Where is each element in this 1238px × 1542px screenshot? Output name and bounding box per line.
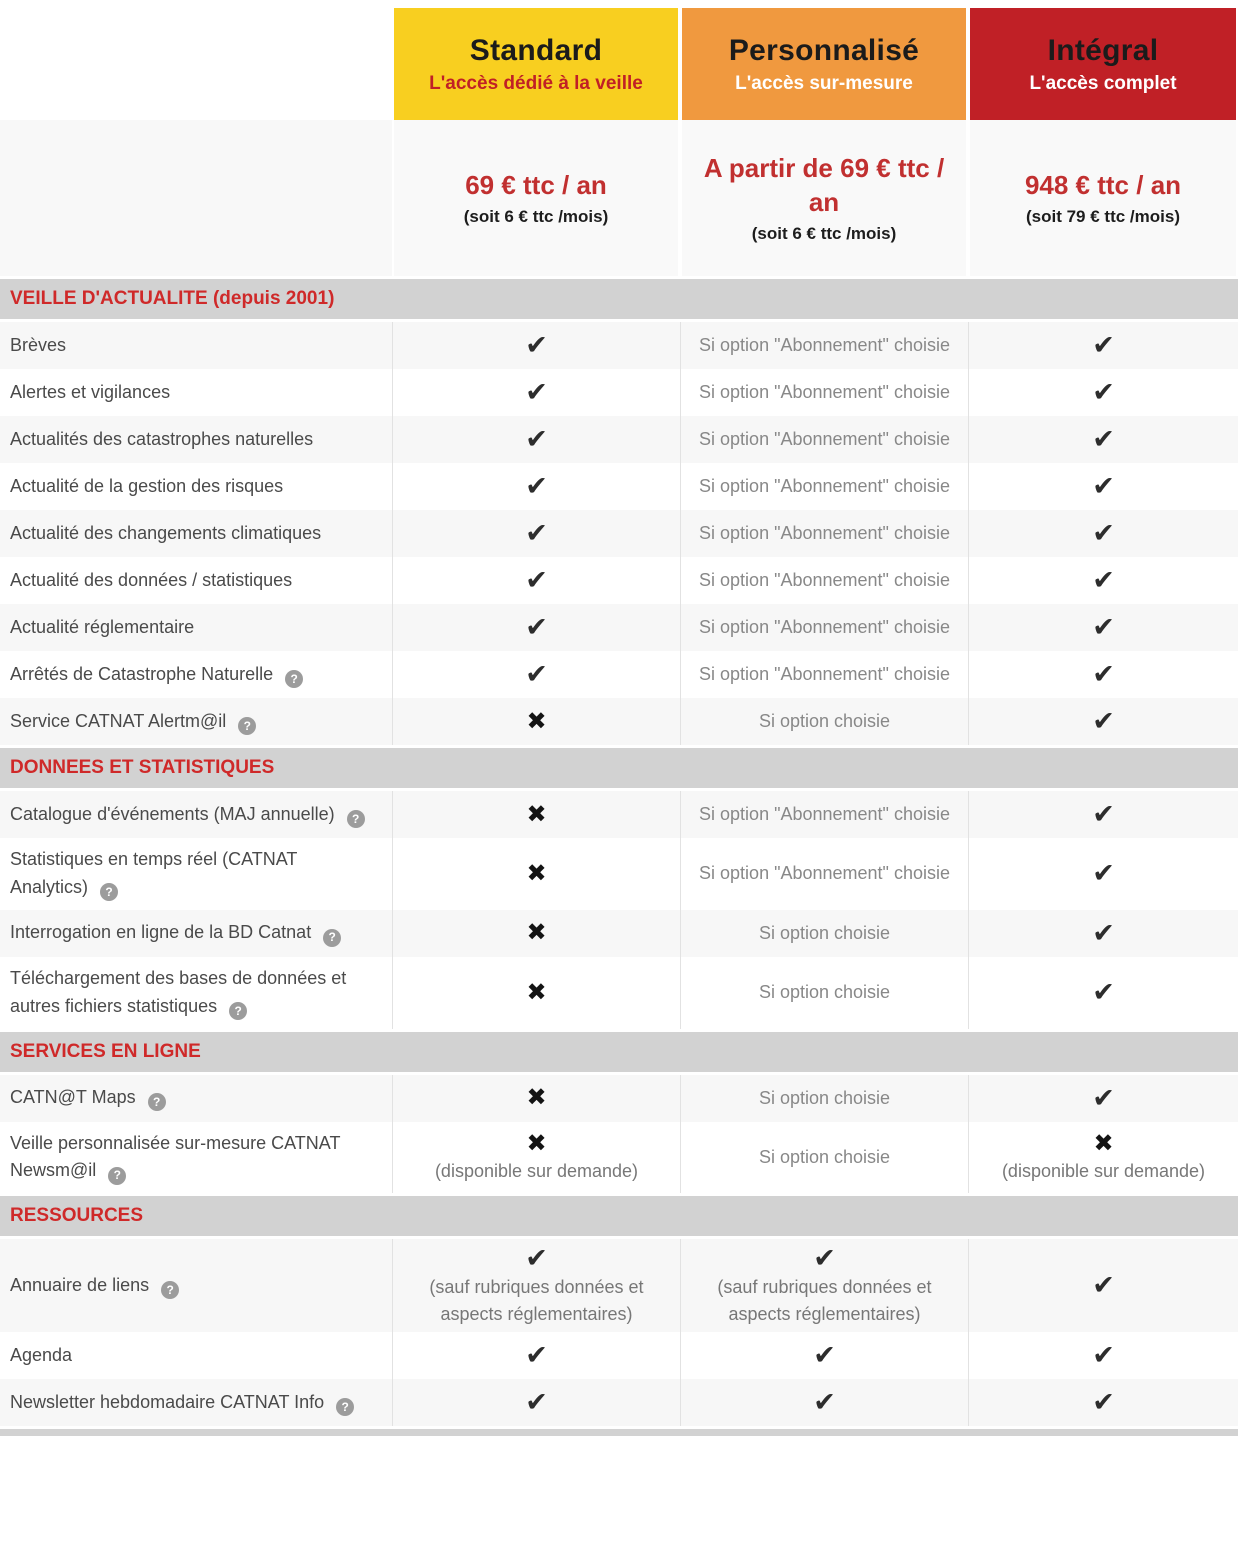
plan-cell-standard xyxy=(392,1239,680,1332)
plan-title: Intégral xyxy=(1047,33,1159,67)
section-title: VEILLE D'ACTUALITE (depuis 2001) xyxy=(10,288,335,309)
plan-cell-personnalise xyxy=(680,838,968,910)
plan-cell-standard xyxy=(392,369,680,416)
price-row xyxy=(0,120,1238,276)
plan-cell-standard xyxy=(392,1122,680,1194)
feature-label-cell xyxy=(0,1239,392,1332)
cross-icon: ✖ xyxy=(526,919,547,947)
check-icon: ✔ xyxy=(525,1340,548,1371)
plan-tagline: L'accès sur-mesure xyxy=(735,72,913,94)
cell-note: (disponible sur demande) xyxy=(434,1160,639,1181)
plan-cell-standard xyxy=(392,838,680,910)
plan-cell-standard xyxy=(392,791,680,838)
option-text: Si option choisie xyxy=(758,922,891,943)
plan-cell-standard xyxy=(392,1379,680,1426)
cross-icon: ✖ xyxy=(526,800,547,828)
cross-icon: ✖ xyxy=(526,1130,547,1158)
table-row xyxy=(0,557,1238,604)
plan-cell-standard xyxy=(392,910,680,957)
plan-cell-personnalise xyxy=(680,369,968,416)
feature-label-cell xyxy=(0,1379,392,1426)
cross-icon: ✖ xyxy=(526,860,547,888)
check-icon: ✔ xyxy=(1092,611,1115,642)
check-icon: ✔ xyxy=(525,423,548,454)
table-row xyxy=(0,1379,1238,1426)
feature-label: Actualités des catastrophes naturelles xyxy=(10,428,314,449)
option-text: Si option "Abonnement" choisie xyxy=(699,804,950,824)
plan-cell-personnalise xyxy=(680,557,968,604)
check-icon: ✔ xyxy=(813,1387,836,1418)
check-icon: ✔ xyxy=(525,1387,548,1418)
check-icon: ✔ xyxy=(525,611,548,642)
check-icon: ✔ xyxy=(1092,1340,1115,1371)
price-value: 69 € ttc / an xyxy=(465,169,607,200)
table-row xyxy=(0,1122,1238,1194)
plan-tagline: L'accès complet xyxy=(1029,72,1177,94)
option-text: Si option "Abonnement" choisie xyxy=(699,335,950,355)
price-value: A partir de 69 € ttc / an xyxy=(703,152,945,217)
check-icon: ✔ xyxy=(525,1243,548,1274)
plan-title: Personnalisé xyxy=(728,33,920,67)
plan-cell-standard xyxy=(392,463,680,510)
check-icon: ✔ xyxy=(1092,376,1115,407)
table-row xyxy=(0,698,1238,745)
plan-cell-personnalise xyxy=(680,957,968,1029)
plan-cell-personnalise xyxy=(680,910,968,957)
plan-cell-integral xyxy=(968,651,1238,698)
cross-icon: ✖ xyxy=(1093,1130,1114,1158)
plan-cell-personnalise xyxy=(680,463,968,510)
help-icon[interactable]: ? xyxy=(347,810,365,828)
option-text: Si option "Abonnement" choisie xyxy=(699,476,950,496)
feature-label: Arrêtés de Catastrophe Naturelle ? xyxy=(10,661,303,689)
plan-cell-standard xyxy=(392,416,680,463)
plan-cell-integral xyxy=(968,957,1238,1029)
feature-label-cell xyxy=(0,651,392,698)
table-row xyxy=(0,463,1238,510)
table-row xyxy=(0,369,1238,416)
check-icon: ✔ xyxy=(1092,329,1115,360)
cell-note: (sauf rubriques données et aspects réglementaires) xyxy=(717,1277,932,1325)
table-row xyxy=(0,910,1238,957)
plan-cell-standard xyxy=(392,651,680,698)
option-text: Si option choisie xyxy=(758,982,891,1003)
plan-cell-standard xyxy=(392,510,680,557)
table-row xyxy=(0,1239,1238,1332)
check-icon: ✔ xyxy=(1092,1270,1115,1301)
feature-label-cell xyxy=(0,557,392,604)
plan-cell-integral xyxy=(968,463,1238,510)
check-icon: ✔ xyxy=(1092,798,1115,829)
check-icon: ✔ xyxy=(813,1243,836,1274)
option-text: Si option "Abonnement" choisie xyxy=(699,429,950,449)
feature-label-cell xyxy=(0,838,392,910)
feature-label-cell xyxy=(0,1122,392,1194)
help-icon[interactable]: ? xyxy=(323,929,341,947)
plan-cell-standard xyxy=(392,1332,680,1379)
plan-cell-integral xyxy=(968,416,1238,463)
plan-cell-personnalise xyxy=(680,1075,968,1122)
plan-cell-personnalise xyxy=(680,1122,968,1194)
plan-cell-standard xyxy=(392,1075,680,1122)
plan-cell-integral xyxy=(968,557,1238,604)
help-icon[interactable]: ? xyxy=(100,883,118,901)
table-row xyxy=(0,838,1238,910)
option-text: Si option choisie xyxy=(758,1087,891,1108)
feature-label-cell xyxy=(0,510,392,557)
feature-label-cell xyxy=(0,698,392,745)
check-icon: ✔ xyxy=(813,1340,836,1371)
plan-header-row xyxy=(0,8,1238,120)
table-row xyxy=(0,604,1238,651)
table-row xyxy=(0,651,1238,698)
feature-label: Interrogation en ligne de la BD Catnat ? xyxy=(10,919,341,947)
feature-label: Actualité des changements climatiques xyxy=(10,522,322,543)
plan-cell-personnalise xyxy=(680,1332,968,1379)
check-icon: ✔ xyxy=(1092,917,1115,948)
table-row xyxy=(0,416,1238,463)
plan-cell-personnalise xyxy=(680,604,968,651)
help-icon[interactable]: ? xyxy=(238,717,256,735)
price-value: 948 € ttc / an xyxy=(1024,169,1182,200)
help-icon[interactable]: ? xyxy=(148,1093,166,1111)
feature-label-cell xyxy=(0,957,392,1029)
plan-header-spacer xyxy=(0,8,392,120)
plan-title: Standard xyxy=(469,33,603,67)
feature-label-cell xyxy=(0,910,392,957)
plan-cell-integral xyxy=(968,1239,1238,1332)
option-text: Si option "Abonnement" choisie xyxy=(699,664,950,684)
plan-header-integral xyxy=(970,8,1236,120)
price-cell-personnalise xyxy=(682,120,966,276)
check-icon: ✔ xyxy=(1092,858,1115,889)
feature-label: Actualité réglementaire xyxy=(10,616,195,637)
feature-label: Annuaire de liens ? xyxy=(10,1272,179,1300)
price-row-spacer xyxy=(0,120,392,276)
table-bottom-bar xyxy=(0,1429,1238,1436)
plan-cell-integral xyxy=(968,322,1238,369)
table-row xyxy=(0,1332,1238,1379)
price-cell-standard xyxy=(394,120,678,276)
pricing-table xyxy=(0,8,1238,1436)
feature-label-cell xyxy=(0,1332,392,1379)
check-icon: ✔ xyxy=(1092,423,1115,454)
check-icon: ✔ xyxy=(1092,977,1115,1008)
table-row xyxy=(0,510,1238,557)
plan-cell-standard xyxy=(392,604,680,651)
table-row xyxy=(0,1075,1238,1122)
help-icon[interactable]: ? xyxy=(285,670,303,688)
plan-header-personnalise xyxy=(682,8,966,120)
option-text: Si option "Abonnement" choisie xyxy=(699,570,950,590)
feature-label-cell xyxy=(0,791,392,838)
check-icon: ✔ xyxy=(525,329,548,360)
help-icon[interactable]: ? xyxy=(336,1398,354,1416)
plan-cell-personnalise xyxy=(680,1379,968,1426)
option-text: Si option choisie xyxy=(758,711,891,731)
feature-label-cell xyxy=(0,369,392,416)
cross-icon: ✖ xyxy=(526,1084,547,1112)
price-note: (soit 79 € ttc /mois) xyxy=(1026,207,1180,227)
section-header xyxy=(0,1029,1238,1075)
section-header xyxy=(0,745,1238,791)
check-icon: ✔ xyxy=(525,564,548,595)
cell-note: (disponible sur demande) xyxy=(1001,1160,1206,1181)
check-icon: ✔ xyxy=(525,376,548,407)
help-icon[interactable]: ? xyxy=(229,1002,247,1020)
plan-cell-personnalise xyxy=(680,651,968,698)
feature-label: CATN@T Maps ? xyxy=(10,1084,166,1112)
feature-label: Alertes et vigilances xyxy=(10,381,171,402)
feature-label: Statistiques en temps réel (CATNAT Analytics) ? xyxy=(10,846,378,902)
plan-cell-personnalise xyxy=(680,322,968,369)
price-note: (soit 6 € ttc /mois) xyxy=(751,224,897,244)
section-title: RESSOURCES xyxy=(10,1205,144,1227)
check-icon: ✔ xyxy=(525,470,548,501)
option-text: Si option "Abonnement" choisie xyxy=(699,523,950,543)
section-header xyxy=(0,276,1238,322)
feature-label: Actualité des données / statistiques xyxy=(10,569,293,590)
table-row xyxy=(0,791,1238,838)
option-text: Si option "Abonnement" choisie xyxy=(699,863,950,884)
check-icon: ✔ xyxy=(525,658,548,689)
feature-label: Newsletter hebdomadaire CATNAT Info ? xyxy=(10,1389,354,1417)
section-title: SERVICES EN LIGNE xyxy=(10,1040,201,1062)
section-header xyxy=(0,1193,1238,1239)
price-note: (soit 6 € ttc /mois) xyxy=(463,207,609,227)
plan-cell-integral xyxy=(968,510,1238,557)
feature-label: Service CATNAT Alertm@il ? xyxy=(10,708,256,736)
plan-cell-integral xyxy=(968,604,1238,651)
plan-cell-integral xyxy=(968,1122,1238,1194)
section-title: DONNEES ET STATISTIQUES xyxy=(10,757,275,778)
option-text: Si option choisie xyxy=(758,1146,891,1167)
plan-cell-standard xyxy=(392,957,680,1029)
plan-cell-integral xyxy=(968,1332,1238,1379)
check-icon: ✔ xyxy=(1092,564,1115,595)
plan-cell-personnalise xyxy=(680,791,968,838)
feature-label: Agenda xyxy=(10,1344,73,1365)
cross-icon: ✖ xyxy=(526,707,547,735)
feature-label-cell xyxy=(0,416,392,463)
plan-cell-standard xyxy=(392,698,680,745)
plan-cell-personnalise xyxy=(680,698,968,745)
plan-tagline: L'accès dédié à la veille xyxy=(429,72,643,94)
table-row xyxy=(0,322,1238,369)
plan-cell-integral xyxy=(968,910,1238,957)
plan-cell-personnalise xyxy=(680,416,968,463)
plan-cell-standard xyxy=(392,557,680,604)
feature-label: Téléchargement des bases de données et autres fichiers statistiques ? xyxy=(10,965,378,1021)
check-icon: ✔ xyxy=(1092,705,1115,736)
cell-note: (sauf rubriques données et aspects réglementaires) xyxy=(429,1277,644,1325)
feature-label: Brèves xyxy=(10,334,67,355)
option-text: Si option "Abonnement" choisie xyxy=(699,617,950,637)
plan-cell-integral xyxy=(968,369,1238,416)
cross-icon: ✖ xyxy=(526,978,547,1006)
check-icon: ✔ xyxy=(1092,517,1115,548)
check-icon: ✔ xyxy=(1092,470,1115,501)
plan-header-standard xyxy=(394,8,678,120)
plan-cell-standard xyxy=(392,322,680,369)
check-icon: ✔ xyxy=(1092,1082,1115,1113)
feature-label-cell xyxy=(0,322,392,369)
plan-cell-integral xyxy=(968,838,1238,910)
table-body xyxy=(0,276,1238,1426)
price-cell-integral xyxy=(970,120,1236,276)
feature-label: Veille personnalisée sur-mesure CATNAT Newsm@il ? xyxy=(10,1130,378,1186)
plan-cell-integral xyxy=(968,1075,1238,1122)
feature-label: Actualité de la gestion des risques xyxy=(10,475,284,496)
check-icon: ✔ xyxy=(525,517,548,548)
check-icon: ✔ xyxy=(1092,658,1115,689)
table-row xyxy=(0,957,1238,1029)
check-icon: ✔ xyxy=(1092,1387,1115,1418)
plan-cell-personnalise xyxy=(680,1239,968,1332)
feature-label: Catalogue d'événements (MAJ annuelle) ? xyxy=(10,801,365,829)
plan-cell-integral xyxy=(968,791,1238,838)
help-icon[interactable]: ? xyxy=(108,1167,126,1185)
feature-label-cell xyxy=(0,463,392,510)
option-text: Si option "Abonnement" choisie xyxy=(699,382,950,402)
plan-cell-integral xyxy=(968,1379,1238,1426)
plan-cell-integral xyxy=(968,698,1238,745)
help-icon[interactable]: ? xyxy=(161,1281,179,1299)
feature-label-cell xyxy=(0,604,392,651)
plan-cell-personnalise xyxy=(680,510,968,557)
feature-label-cell xyxy=(0,1075,392,1122)
